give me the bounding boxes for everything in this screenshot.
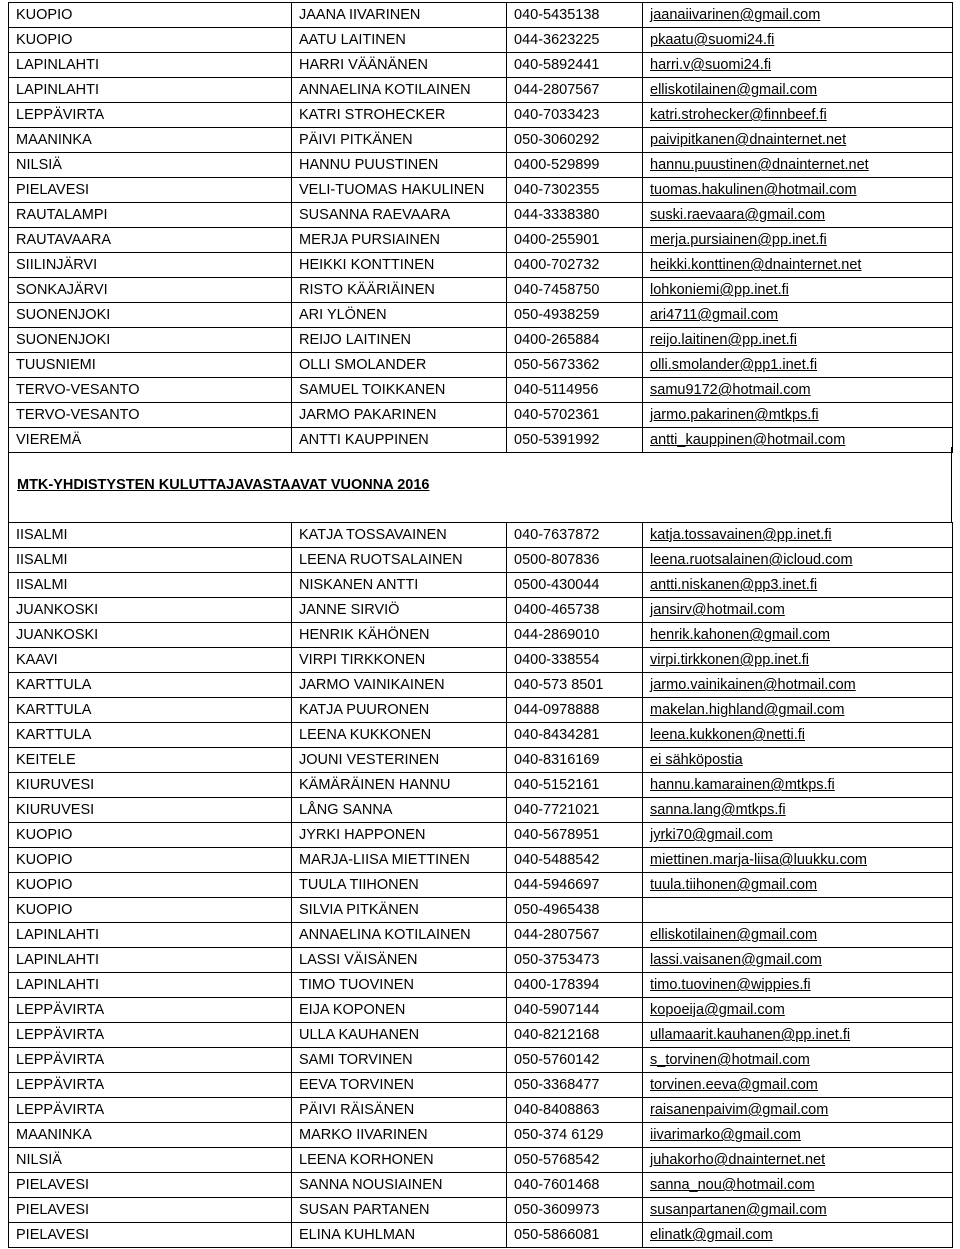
- cell-email[interactable]: antti_kauppinen@hotmail.com: [643, 428, 953, 453]
- cell-email[interactable]: katja.tossavainen@pp.inet.fi: [643, 523, 953, 548]
- cell-email[interactable]: leena.ruotsalainen@icloud.com: [643, 548, 953, 573]
- table-row: [9, 873, 953, 898]
- cell-municipality: KARTTULA: [9, 673, 292, 698]
- cell-email[interactable]: katri.strohecker@finnbeef.fi: [643, 103, 953, 128]
- cell-name: KATJA PUURONEN: [292, 698, 507, 723]
- cell-email[interactable]: [643, 898, 953, 923]
- cell-phone: 050-4965438: [507, 898, 643, 923]
- cell-name: MARKO IIVARINEN: [292, 1123, 507, 1148]
- cell-municipality: KUOPIO: [9, 3, 292, 28]
- cell-name: LASSI VÄISÄNEN: [292, 948, 507, 973]
- cell-email[interactable]: lohkoniemi@pp.inet.fi: [643, 278, 953, 303]
- cell-municipality: TERVO-VESANTO: [9, 403, 292, 428]
- cell-municipality: KUOPIO: [9, 898, 292, 923]
- table-row: [9, 3, 953, 28]
- cell-name: MARJA-LIISA MIETTINEN: [292, 848, 507, 873]
- cell-email[interactable]: jarmo.vainikainen@hotmail.com: [643, 673, 953, 698]
- cell-phone: 040-5152161: [507, 773, 643, 798]
- cell-municipality: PIELAVESI: [9, 1198, 292, 1223]
- table-row: [9, 973, 953, 998]
- cell-email[interactable]: paivipitkanen@dnainternet.net: [643, 128, 953, 153]
- cell-phone: 0400-338554: [507, 648, 643, 673]
- cell-phone: 0400-529899: [507, 153, 643, 178]
- cell-phone: 040-5114956: [507, 378, 643, 403]
- section-title: MTK-YHDISTYSTEN KULUTTAJAVASTAAVAT VUONNA 2016: [17, 477, 430, 493]
- cell-phone: 040-8212168: [507, 1023, 643, 1048]
- cell-email[interactable]: jyrki70@gmail.com: [643, 823, 953, 848]
- cell-phone: 040-8408863: [507, 1098, 643, 1123]
- cell-email[interactable]: samu9172@hotmail.com: [643, 378, 953, 403]
- cell-phone: 040-7302355: [507, 178, 643, 203]
- cell-municipality: SONKAJÄRVI: [9, 278, 292, 303]
- cell-name: TUULA TIIHONEN: [292, 873, 507, 898]
- table-row: [9, 378, 953, 403]
- cell-name: SAMI TORVINEN: [292, 1048, 507, 1073]
- cell-municipality: KIURUVESI: [9, 773, 292, 798]
- table-row: [9, 328, 953, 353]
- cell-phone: 044-0978888: [507, 698, 643, 723]
- cell-phone: 040-7601468: [507, 1173, 643, 1198]
- cell-phone: 0400-178394: [507, 973, 643, 998]
- cell-name: JAANA IIVARINEN: [292, 3, 507, 28]
- cell-name: OLLI SMOLANDER: [292, 353, 507, 378]
- cell-email[interactable]: harri.v@suomi24.fi: [643, 53, 953, 78]
- cell-email[interactable]: s_torvinen@hotmail.com: [643, 1048, 953, 1073]
- cell-name: KATRI STROHECKER: [292, 103, 507, 128]
- cell-name: ANTTI KAUPPINEN: [292, 428, 507, 453]
- cell-municipality: PIELAVESI: [9, 178, 292, 203]
- cell-name: JOUNI VESTERINEN: [292, 748, 507, 773]
- table-row: [9, 153, 953, 178]
- cell-phone: 050-3060292: [507, 128, 643, 153]
- cell-municipality: IISALMI: [9, 523, 292, 548]
- cell-municipality: KUOPIO: [9, 28, 292, 53]
- cell-phone: 040-5907144: [507, 998, 643, 1023]
- cell-name: EIJA KOPONEN: [292, 998, 507, 1023]
- cell-municipality: SIILINJÄRVI: [9, 253, 292, 278]
- cell-municipality: KAAVI: [9, 648, 292, 673]
- table-row: [9, 253, 953, 278]
- table-row: [9, 78, 953, 103]
- cell-email[interactable]: pkaatu@suomi24.fi: [643, 28, 953, 53]
- cell-name: JYRKI HAPPONEN: [292, 823, 507, 848]
- cell-email[interactable]: ei sähköpostia: [643, 748, 953, 773]
- cell-email[interactable]: makelan.highland@gmail.com: [643, 698, 953, 723]
- cell-municipality: LEPPÄVIRTA: [9, 998, 292, 1023]
- cell-name: ELINA KUHLMAN: [292, 1223, 507, 1248]
- cell-name: KÄMÄRÄINEN HANNU: [292, 773, 507, 798]
- cell-phone: 040-5892441: [507, 53, 643, 78]
- cell-phone: 040-5488542: [507, 848, 643, 873]
- cell-email[interactable]: henrik.kahonen@gmail.com: [643, 623, 953, 648]
- table-row: [9, 178, 953, 203]
- cell-phone: 040-5702361: [507, 403, 643, 428]
- cell-email[interactable]: leena.kukkonen@netti.fi: [643, 723, 953, 748]
- cell-phone: 050-5768542: [507, 1148, 643, 1173]
- cell-phone: 044-3623225: [507, 28, 643, 53]
- cell-name: EEVA TORVINEN: [292, 1073, 507, 1098]
- table-row: [9, 1073, 953, 1098]
- cell-municipality: KEITELE: [9, 748, 292, 773]
- cell-email[interactable]: jarmo.pakarinen@mtkps.fi: [643, 403, 953, 428]
- table-row: [9, 748, 953, 773]
- cell-email[interactable]: ari4711@gmail.com: [643, 303, 953, 328]
- cell-name: RISTO KÄÄRIÄINEN: [292, 278, 507, 303]
- cell-municipality: TUUSNIEMI: [9, 353, 292, 378]
- cell-municipality: LEPPÄVIRTA: [9, 1023, 292, 1048]
- cell-phone: 0400-265884: [507, 328, 643, 353]
- cell-municipality: NILSIÄ: [9, 153, 292, 178]
- cell-phone: 0500-430044: [507, 573, 643, 598]
- cell-email[interactable]: sanna_nou@hotmail.com: [643, 1173, 953, 1198]
- cell-municipality: LAPINLAHTI: [9, 78, 292, 103]
- cell-municipality: KIURUVESI: [9, 798, 292, 823]
- cell-name: REIJO LAITINEN: [292, 328, 507, 353]
- table-row: [9, 403, 953, 428]
- cell-name: PÄIVI RÄISÄNEN: [292, 1098, 507, 1123]
- cell-name: VELI-TUOMAS HAKULINEN: [292, 178, 507, 203]
- cell-email[interactable]: lassi.vaisanen@gmail.com: [643, 948, 953, 973]
- table-row: [9, 1048, 953, 1073]
- cell-email[interactable]: tuula.tiihonen@gmail.com: [643, 873, 953, 898]
- cell-name: HANNU PUUSTINEN: [292, 153, 507, 178]
- table-row: [9, 598, 953, 623]
- cell-email[interactable]: sanna.lang@mtkps.fi: [643, 798, 953, 823]
- table-row: [9, 103, 953, 128]
- table-row: [9, 1123, 953, 1148]
- table-row: [9, 228, 953, 253]
- cell-email[interactable]: susanpartanen@gmail.com: [643, 1198, 953, 1223]
- table-row: [9, 548, 953, 573]
- cell-phone: 050-3609973: [507, 1198, 643, 1223]
- cell-name: LÅNG SANNA: [292, 798, 507, 823]
- cell-phone: 050-5391992: [507, 428, 643, 453]
- cell-name: ULLA KAUHANEN: [292, 1023, 507, 1048]
- cell-phone: 050-5866081: [507, 1223, 643, 1248]
- cell-phone: 0400-255901: [507, 228, 643, 253]
- cell-name: ANNAELINA KOTILAINEN: [292, 923, 507, 948]
- cell-email[interactable]: elliskotilainen@gmail.com: [643, 78, 953, 103]
- cell-name: PÄIVI PITKÄNEN: [292, 128, 507, 153]
- cell-name: SANNA NOUSIAINEN: [292, 1173, 507, 1198]
- cell-email[interactable]: ullamaarit.kauhanen@pp.inet.fi: [643, 1023, 953, 1048]
- cell-municipality: RAUTALAMPI: [9, 203, 292, 228]
- table-row: [9, 303, 953, 328]
- table-row: [9, 1023, 953, 1048]
- table-row: [9, 673, 953, 698]
- cell-name: JARMO VAINIKAINEN: [292, 673, 507, 698]
- table-row: [9, 1198, 953, 1223]
- cell-phone: 040-7033423: [507, 103, 643, 128]
- cell-municipality: JUANKOSKI: [9, 598, 292, 623]
- cell-email[interactable]: raisanenpaivim@gmail.com: [643, 1098, 953, 1123]
- cell-email[interactable]: iivarimarko@gmail.com: [643, 1123, 953, 1148]
- cell-municipality: KUOPIO: [9, 823, 292, 848]
- cell-email[interactable]: olli.smolander@pp1.inet.fi: [643, 353, 953, 378]
- cell-municipality: MAANINKA: [9, 128, 292, 153]
- table-row: [9, 128, 953, 153]
- cell-name: TIMO TUOVINEN: [292, 973, 507, 998]
- cell-phone: 0400-702732: [507, 253, 643, 278]
- cell-municipality: KARTTULA: [9, 723, 292, 748]
- table-row: [9, 203, 953, 228]
- cell-municipality: LAPINLAHTI: [9, 973, 292, 998]
- cell-municipality: RAUTAVAARA: [9, 228, 292, 253]
- table-row: [9, 53, 953, 78]
- cell-email[interactable]: jaanaiivarinen@gmail.com: [643, 3, 953, 28]
- table-row: [9, 648, 953, 673]
- table-row: [9, 623, 953, 648]
- cell-municipality: NILSIÄ: [9, 1148, 292, 1173]
- table-row: [9, 28, 953, 53]
- cell-email[interactable]: elliskotilainen@gmail.com: [643, 923, 953, 948]
- cell-name: ANNAELINA KOTILAINEN: [292, 78, 507, 103]
- cell-phone: 050-5673362: [507, 353, 643, 378]
- cell-municipality: KUOPIO: [9, 873, 292, 898]
- cell-municipality: MAANINKA: [9, 1123, 292, 1148]
- cell-phone: 050-5760142: [507, 1048, 643, 1073]
- cell-municipality: LEPPÄVIRTA: [9, 1073, 292, 1098]
- cell-phone: 0400-465738: [507, 598, 643, 623]
- cell-municipality: PIELAVESI: [9, 1223, 292, 1248]
- table-row: [9, 948, 953, 973]
- table-row: [9, 998, 953, 1023]
- cell-phone: 044-2807567: [507, 78, 643, 103]
- cell-email[interactable]: hannu.kamarainen@mtkps.fi: [643, 773, 953, 798]
- cell-phone: 044-3338380: [507, 203, 643, 228]
- cell-name: LEENA RUOTSALAINEN: [292, 548, 507, 573]
- cell-name: HEIKKI KONTTINEN: [292, 253, 507, 278]
- cell-municipality: LEPPÄVIRTA: [9, 1048, 292, 1073]
- cell-phone: 040-5678951: [507, 823, 643, 848]
- cell-municipality: LEPPÄVIRTA: [9, 1098, 292, 1123]
- cell-phone: 040-7721021: [507, 798, 643, 823]
- table-row: [9, 523, 953, 548]
- cell-name: JANNE SIRVIÖ: [292, 598, 507, 623]
- cell-phone: 040-7637872: [507, 523, 643, 548]
- table-row: [9, 1148, 953, 1173]
- cell-name: LEENA KORHONEN: [292, 1148, 507, 1173]
- cell-phone: 050-3753473: [507, 948, 643, 973]
- table-row: [9, 848, 953, 873]
- cell-municipality: LAPINLAHTI: [9, 53, 292, 78]
- table-row: [9, 773, 953, 798]
- cell-phone: 050-4938259: [507, 303, 643, 328]
- table-row: [9, 823, 953, 848]
- cell-phone: 050-3368477: [507, 1073, 643, 1098]
- cell-email[interactable]: suski.raevaara@gmail.com: [643, 203, 953, 228]
- contacts-table-bottom: [8, 522, 953, 1248]
- table-row: [9, 723, 953, 748]
- cell-municipality: SUONENJOKI: [9, 328, 292, 353]
- cell-email[interactable]: jansirv@hotmail.com: [643, 598, 953, 623]
- cell-name: HENRIK KÄHÖNEN: [292, 623, 507, 648]
- cell-email[interactable]: virpi.tirkkonen@pp.inet.fi: [643, 648, 953, 673]
- table-row: [9, 1098, 953, 1123]
- cell-email[interactable]: hannu.puustinen@dnainternet.net: [643, 153, 953, 178]
- cell-email[interactable]: torvinen.eeva@gmail.com: [643, 1073, 953, 1098]
- cell-municipality: SUONENJOKI: [9, 303, 292, 328]
- cell-name: VIRPI TIRKKONEN: [292, 648, 507, 673]
- cell-phone: 044-2869010: [507, 623, 643, 648]
- cell-email[interactable]: timo.tuovinen@wippies.fi: [643, 973, 953, 998]
- cell-name: LEENA KUKKONEN: [292, 723, 507, 748]
- cell-phone: 040-8316169: [507, 748, 643, 773]
- cell-name: MERJA PURSIAINEN: [292, 228, 507, 253]
- table-row: [9, 278, 953, 303]
- cell-phone: 044-2807567: [507, 923, 643, 948]
- table-row: [9, 798, 953, 823]
- contacts-table-top: [8, 2, 953, 453]
- cell-phone: 050-374 6129: [507, 1123, 643, 1148]
- cell-email[interactable]: merja.pursiainen@pp.inet.fi: [643, 228, 953, 253]
- cell-name: ARI YLÖNEN: [292, 303, 507, 328]
- cell-name: SILVIA PITKÄNEN: [292, 898, 507, 923]
- cell-email[interactable]: antti.niskanen@pp3.inet.fi: [643, 573, 953, 598]
- cell-email[interactable]: miettinen.marja-liisa@luukku.com: [643, 848, 953, 873]
- cell-name: JARMO PAKARINEN: [292, 403, 507, 428]
- table-row: [9, 698, 953, 723]
- cell-municipality: KARTTULA: [9, 698, 292, 723]
- cell-phone: 040-7458750: [507, 278, 643, 303]
- cell-email[interactable]: juhakorho@dnainternet.net: [643, 1148, 953, 1173]
- cell-email[interactable]: elinatk@gmail.com: [643, 1223, 953, 1248]
- table-row: [9, 353, 953, 378]
- cell-phone: 040-5435138: [507, 3, 643, 28]
- cell-name: SUSAN PARTANEN: [292, 1198, 507, 1223]
- cell-municipality: PIELAVESI: [9, 1173, 292, 1198]
- cell-municipality: IISALMI: [9, 548, 292, 573]
- cell-email[interactable]: reijo.laitinen@pp.inet.fi: [643, 328, 953, 353]
- table-row: [9, 1223, 953, 1248]
- table-row: [9, 923, 953, 948]
- table-row: [9, 1173, 953, 1198]
- cell-name: SUSANNA RAEVAARA: [292, 203, 507, 228]
- cell-municipality: TERVO-VESANTO: [9, 378, 292, 403]
- cell-name: AATU LAITINEN: [292, 28, 507, 53]
- cell-name: HARRI VÄÄNÄNEN: [292, 53, 507, 78]
- cell-email[interactable]: kopoeija@gmail.com: [643, 998, 953, 1023]
- cell-municipality: LAPINLAHTI: [9, 948, 292, 973]
- cell-municipality: KUOPIO: [9, 848, 292, 873]
- section-header-block: [8, 447, 952, 522]
- cell-name: NISKANEN ANTTI: [292, 573, 507, 598]
- table-row: [9, 898, 953, 923]
- cell-name: SAMUEL TOIKKANEN: [292, 378, 507, 403]
- cell-phone: 044-5946697: [507, 873, 643, 898]
- cell-municipality: VIEREMÄ: [9, 428, 292, 453]
- cell-email[interactable]: heikki.konttinen@dnainternet.net: [643, 253, 953, 278]
- cell-municipality: IISALMI: [9, 573, 292, 598]
- cell-municipality: LEPPÄVIRTA: [9, 103, 292, 128]
- cell-phone: 040-8434281: [507, 723, 643, 748]
- table-row: [9, 573, 953, 598]
- cell-municipality: LAPINLAHTI: [9, 923, 292, 948]
- cell-phone: 0500-807836: [507, 548, 643, 573]
- cell-email[interactable]: tuomas.hakulinen@hotmail.com: [643, 178, 953, 203]
- cell-municipality: JUANKOSKI: [9, 623, 292, 648]
- cell-phone: 040-573 8501: [507, 673, 643, 698]
- cell-name: KATJA TOSSAVAINEN: [292, 523, 507, 548]
